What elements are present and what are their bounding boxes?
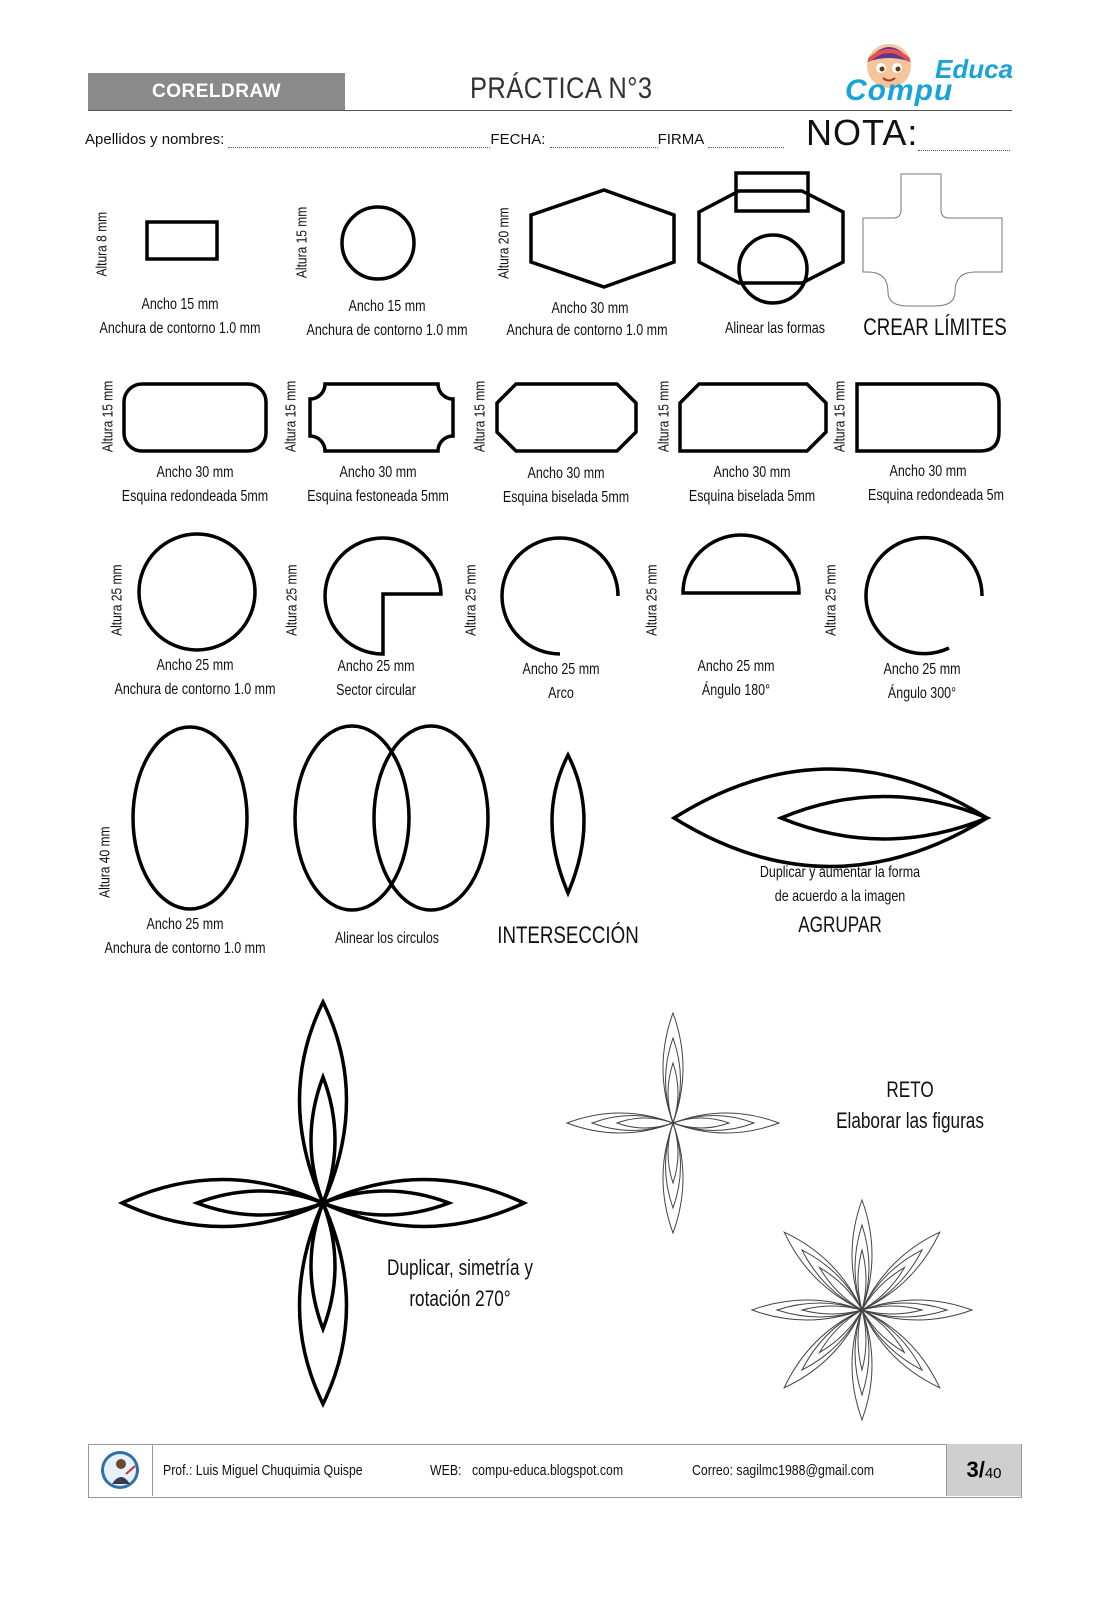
pie-sector-shape	[325, 538, 441, 654]
intersection-shape	[552, 755, 584, 893]
row2-caption-5: Esquina redondeada 5m	[867, 487, 1004, 504]
row3-height-label-4: Altura 25 mm	[643, 564, 661, 636]
row4-duplicate-line1: Duplicar y aumentar la forma	[759, 864, 921, 881]
row2-caption-2: Esquina festoneada 5mm	[307, 488, 449, 505]
row2-caption-1: Esquina redondeada 5mm	[121, 488, 269, 505]
row5-duplicate-line1: Duplicar, simetría y	[387, 1255, 533, 1280]
footer-web-link[interactable]: compu-educa.blogspot.com	[472, 1462, 624, 1479]
section-tab-label: CORELDRAW	[151, 81, 282, 102]
row3-caption-4: Ángulo 180°	[701, 682, 771, 699]
row2-height-label-4: Altura 15 mm	[655, 380, 673, 453]
row2-caption-4: Esquina biselada 5mm	[688, 488, 816, 505]
row1-width-1: Ancho 15 mm	[141, 296, 219, 313]
row2-height-label-2: Altura 15 mm	[282, 380, 300, 453]
rounded-rectangle	[124, 384, 266, 451]
row1-stroke-2: Anchura de contorno 1.0 mm	[306, 322, 468, 339]
row3-height-label-2: Altura 25 mm	[283, 564, 301, 636]
row2-width-5: Ancho 30 mm	[889, 463, 967, 480]
chamfered-rectangle	[497, 384, 636, 451]
circle-25mm	[139, 534, 255, 650]
row1-width-2: Ancho 15 mm	[348, 298, 426, 315]
row4-group-caption: AGRUPAR	[798, 912, 882, 937]
signature-label: FIRMA	[657, 131, 704, 148]
row2-width-4: Ancho 30 mm	[713, 464, 791, 481]
row2-width-1: Ancho 30 mm	[156, 464, 234, 481]
page-number	[946, 1444, 1021, 1496]
row1-stroke-3: Anchura de contorno 1.0 mm	[506, 322, 668, 339]
date-label: FECHA:	[490, 131, 546, 148]
half-circle-shape	[683, 535, 799, 593]
row2-height-label-3: Altura 15 mm	[471, 380, 489, 453]
page-current: 3/	[966, 1457, 985, 1482]
challenge-flower-eight	[752, 1200, 972, 1420]
row3-width-3: Ancho 25 mm	[522, 661, 600, 678]
overlap-ellipse-right	[374, 726, 488, 910]
names-label: Apellidos y nombres:	[85, 131, 225, 148]
row4-height-label: Altura 40 mm	[96, 826, 114, 898]
leaf-inner-shape	[781, 797, 987, 840]
challenge-subtitle: Elaborar las figuras	[836, 1108, 984, 1133]
arc-shape	[502, 538, 618, 654]
row2-width-2: Ancho 30 mm	[339, 464, 417, 481]
row1-width-3: Ancho 30 mm	[551, 300, 629, 317]
row3-caption-3: Arco	[548, 685, 574, 702]
row3-width-4: Ancho 25 mm	[697, 658, 775, 675]
rectangle-shape	[147, 222, 217, 259]
row3-height-label-5: Altura 25 mm	[822, 564, 840, 636]
row3-width-1: Ancho 25 mm	[156, 657, 234, 674]
row3-height-label-3: Altura 25 mm	[462, 564, 480, 636]
footer-teacher: Prof.: Luis Miguel Chuquimia Quispe	[163, 1462, 363, 1479]
footer-web-label: WEB:	[430, 1462, 462, 1479]
row5-duplicate-line2: rotación 270°	[409, 1286, 511, 1311]
boundary-shape	[863, 174, 1002, 306]
row2-width-3: Ancho 30 mm	[527, 465, 605, 482]
row4-duplicate-line2: de acuerdo a la imagen	[774, 888, 906, 905]
page-title: PRÁCTICA N°3	[470, 72, 653, 105]
rounded-rectangle-partial	[857, 384, 999, 451]
arc-300-shape	[866, 538, 982, 654]
leaf-outer-shape	[674, 769, 987, 867]
row4-width: Ancho 25 mm	[146, 916, 224, 933]
four-petal-flower	[122, 1002, 524, 1404]
teacher-avatar-icon	[88, 1444, 153, 1496]
row1-height-label-3: Altura 20 mm	[495, 207, 513, 279]
row1-align-caption: Alinear las formas	[725, 320, 825, 337]
row4-stroke: Anchura de contorno 1.0 mm	[104, 940, 266, 957]
row3-caption-1: Anchura de contorno 1.0 mm	[114, 681, 276, 698]
challenge-title: RETO	[886, 1077, 934, 1102]
row3-width-2: Ancho 25 mm	[337, 658, 415, 675]
row1-create-boundary-caption: CREAR LÍMITES	[863, 314, 1007, 341]
grade-label: NOTA:	[806, 112, 919, 153]
row3-caption-5: Ángulo 300°	[887, 685, 957, 702]
circle-shape	[342, 207, 414, 279]
row2-height-label-1: Altura 15 mm	[99, 380, 117, 453]
hexagon-shape	[531, 190, 674, 287]
row3-caption-2: Sector circular	[336, 682, 416, 699]
challenge-flower-four	[567, 1013, 779, 1233]
row1-stroke-1: Anchura de contorno 1.0 mm	[99, 320, 261, 337]
row3-height-label-1: Altura 25 mm	[108, 564, 126, 636]
chamfered-rectangle-partial	[680, 384, 826, 451]
row1-height-label-2: Altura 15 mm	[293, 206, 311, 279]
logo-educa-text: Educa	[935, 54, 1014, 84]
row3-width-5: Ancho 25 mm	[883, 661, 961, 678]
scalloped-rectangle	[310, 384, 453, 451]
row4-align-caption: Alinear los circulos	[334, 930, 440, 947]
row1-height-label-1: Altura 8 mm	[93, 211, 111, 277]
row2-height-label-5: Altura 15 mm	[831, 380, 849, 453]
ellipse-shape	[133, 727, 247, 909]
row4-intersection-caption: INTERSECCIÓN	[497, 922, 639, 949]
logo-compu-text: Compu	[845, 74, 954, 107]
aligned-circle-shape	[739, 235, 807, 303]
aligned-hexagon-shape	[699, 191, 843, 283]
footer-email[interactable]: Correo: sagilmc1988@gmail.com	[692, 1462, 875, 1479]
page-total: 40	[984, 1464, 1002, 1482]
row2-caption-3: Esquina biselada 5mm	[502, 489, 630, 506]
